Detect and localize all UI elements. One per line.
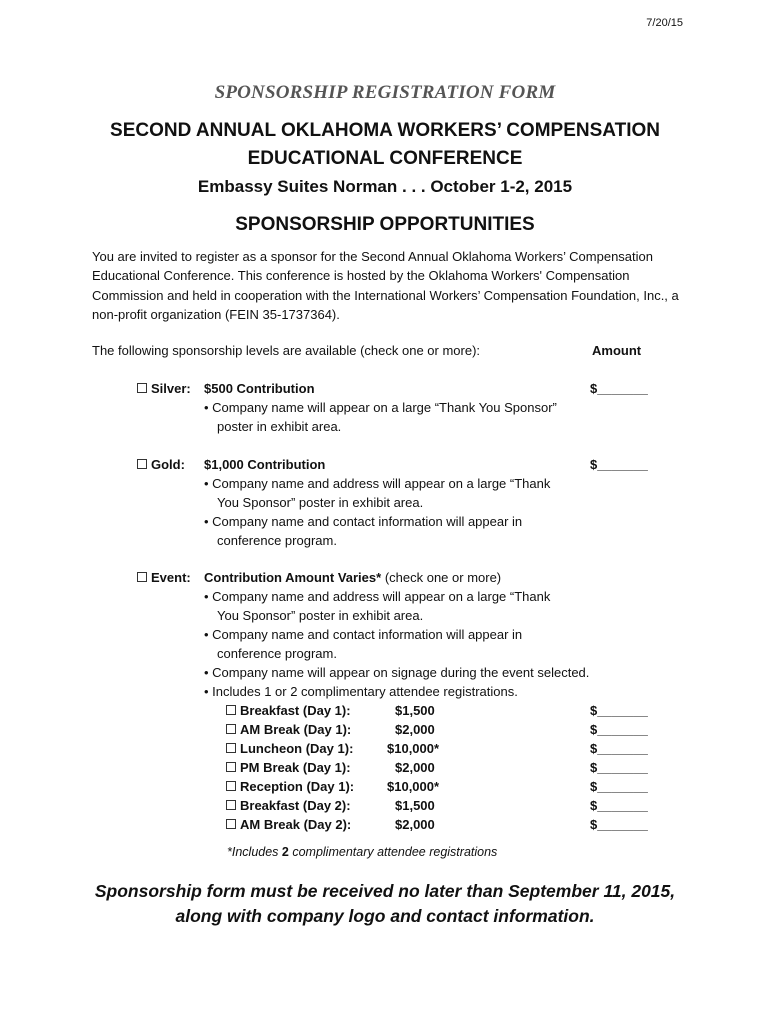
event-bullet4: • Includes 1 or 2 complimentary attendee registrations. — [204, 684, 518, 699]
event-option-price: $2,000 — [395, 722, 435, 737]
event-option-name: PM Break (Day 1): — [240, 760, 351, 775]
silver-bullet1-b: poster in exhibit area. — [217, 419, 342, 434]
venue-date: Embassy Suites Norman . . . October 1-2, 2015 — [197, 177, 573, 196]
document-date: 7/20/15 — [646, 17, 683, 29]
event-option-checkbox[interactable] — [226, 705, 236, 715]
gold-label: Gold: — [151, 457, 185, 472]
event-option-row[interactable] — [226, 722, 351, 737]
event-option-checkbox[interactable] — [226, 762, 236, 772]
event-option-row[interactable] — [226, 779, 354, 794]
gold-level[interactable] — [137, 457, 185, 472]
deadline-line1: Sponsorship form must be received no later than September 11, 2015, — [94, 881, 676, 901]
event-bullet2-b: conference program. — [217, 646, 337, 661]
gold-contribution: $1,000 Contribution — [204, 457, 326, 472]
event-option-row[interactable] — [226, 817, 351, 832]
silver-checkbox[interactable] — [137, 383, 147, 393]
silver-bullet1-a: • Company name will appear on a large “Thank You Sponsor” — [204, 400, 557, 415]
gold-checkbox[interactable] — [137, 459, 147, 469]
footnote-text-c: complimentary attendee registrations — [288, 845, 498, 859]
event-option-name: Breakfast (Day 2): — [240, 798, 351, 813]
deadline-line2: along with company logo and contact information. — [175, 906, 595, 926]
complimentary-footnote — [227, 845, 497, 859]
silver-contribution: $500 Contribution — [204, 381, 315, 396]
event-option-row[interactable] — [226, 703, 351, 718]
footnote-text-a: *Includes — [227, 845, 282, 859]
amount-header: Amount — [592, 343, 642, 358]
event-option-checkbox[interactable] — [226, 724, 236, 734]
silver-label: Silver: — [151, 381, 191, 396]
event-option-row[interactable] — [226, 798, 351, 813]
footnote-count: 2 — [281, 845, 289, 859]
event-option-row[interactable] — [226, 760, 351, 775]
event-option-price: $10,000* — [387, 779, 440, 794]
event-option-amount-field[interactable]: $_______ — [590, 722, 648, 737]
conference-title-line1: SECOND ANNUAL OKLAHOMA WORKERS’ COMPENSATION — [110, 120, 660, 141]
gold-bullet2-b: conference program. — [217, 533, 337, 548]
event-option-checkbox[interactable] — [226, 743, 236, 753]
event-option-name: Reception (Day 1): — [240, 779, 355, 794]
gold-bullet2-a: • Company name and contact information will appear in — [204, 514, 523, 529]
event-bullet1-a: • Company name and address will appear on a large “Thank — [204, 589, 551, 604]
event-contribution — [204, 570, 501, 585]
event-option-price: $2,000 — [395, 817, 435, 832]
levels-intro: The following sponsorship levels are available (check one or more): — [92, 343, 481, 358]
event-option-amount-field[interactable]: $_______ — [590, 817, 648, 832]
event-option-price: $10,000* — [387, 741, 440, 756]
event-option-name: Breakfast (Day 1): — [240, 703, 351, 718]
event-bullet1-b: You Sponsor” poster in exhibit area. — [217, 608, 424, 623]
event-option-amount-field[interactable]: $_______ — [590, 798, 648, 813]
event-option-amount-field[interactable]: $_______ — [590, 703, 648, 718]
event-contribution-note: (check one or more) — [381, 570, 502, 585]
event-bullet3: • Company name will appear on signage during the event selected. — [204, 665, 590, 680]
event-option-name: Luncheon (Day 1): — [240, 741, 354, 756]
event-option-price: $1,500 — [395, 798, 435, 813]
event-option-checkbox[interactable] — [226, 819, 236, 829]
intro-paragraph: You are invited to register as a sponsor for the Second Annual Oklahoma Workers’ Compensation Educational Conference. This conference is hosted by the Oklahoma Workers' Compensation Commission and held in cooperation with the International Workers’ Compensation Foundation, Inc., a non-profit organization (FEIN 35-1737364). — [92, 249, 679, 322]
gold-bullet1-a: • Company name and address will appear on a large “Thank — [204, 476, 551, 491]
event-option-amount-field[interactable]: $_______ — [590, 760, 648, 775]
event-option-price: $2,000 — [395, 760, 435, 775]
event-label: Event: — [151, 570, 191, 585]
event-option-name: AM Break (Day 1): — [240, 722, 352, 737]
form-title: SPONSORSHIP REGISTRATION FORM — [214, 82, 556, 103]
silver-amount-field[interactable]: $_______ — [590, 381, 648, 396]
event-option-price: $1,500 — [395, 703, 435, 718]
conference-title-line2: EDUCATIONAL CONFERENCE — [247, 148, 523, 169]
event-option-checkbox[interactable] — [226, 781, 236, 791]
event-bullet2-a: • Company name and contact information will appear in — [204, 627, 523, 642]
event-option-name: AM Break (Day 2): — [240, 817, 352, 832]
event-checkbox[interactable] — [137, 572, 147, 582]
event-option-amount-field[interactable]: $_______ — [590, 779, 648, 794]
silver-level[interactable] — [137, 381, 191, 396]
section-title: SPONSORSHIP OPPORTUNITIES — [235, 214, 535, 235]
event-contribution-title: Contribution Amount Varies* — [204, 570, 382, 585]
gold-bullet1-b: You Sponsor” poster in exhibit area. — [217, 495, 424, 510]
event-level[interactable] — [137, 570, 191, 585]
event-option-amount-field[interactable]: $_______ — [590, 741, 648, 756]
event-option-row[interactable] — [226, 741, 353, 756]
gold-amount-field[interactable]: $_______ — [590, 457, 648, 472]
event-option-checkbox[interactable] — [226, 800, 236, 810]
